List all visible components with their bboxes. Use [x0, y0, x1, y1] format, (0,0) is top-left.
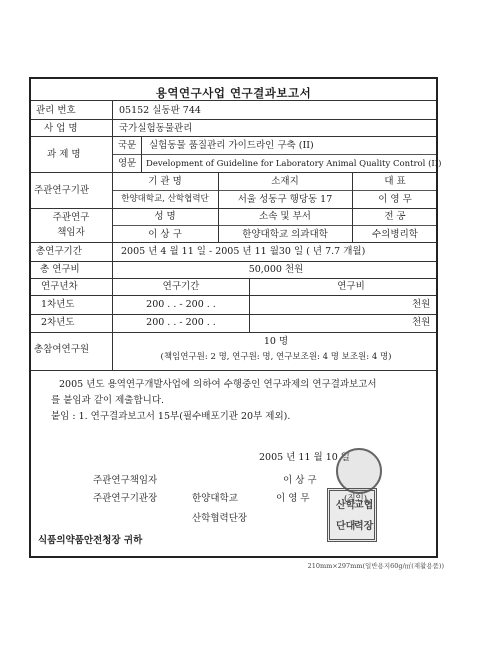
- mgmt-value: 05152 실동판 744: [119, 105, 201, 116]
- period-label: 총연구기간: [36, 246, 82, 257]
- rule: [141, 136, 142, 172]
- org-signer-label: 주관연구기관장: [93, 493, 158, 504]
- stamp-glyph: 교협: [354, 500, 374, 511]
- rule: [249, 278, 250, 332]
- year-period-header: 연구기간: [162, 281, 200, 292]
- rule: [218, 172, 219, 242]
- report-form: [29, 77, 442, 558]
- pi-name-header: 성 명: [154, 211, 176, 222]
- rule: [31, 332, 436, 333]
- stamp-glyph: 력장: [354, 521, 374, 532]
- rule: [352, 172, 353, 242]
- stamp-glyph: 단대: [336, 521, 356, 532]
- rule: [31, 100, 436, 101]
- rule: [31, 295, 436, 296]
- rule: [31, 119, 436, 120]
- cost-label: 총 연구비: [40, 264, 80, 275]
- project-label: 과 제 명: [47, 149, 81, 160]
- year2-period: 200 . . - 200 . .: [146, 317, 216, 328]
- form-title: 용역연구사업 연구결과보고서: [155, 86, 312, 100]
- rule: [31, 314, 436, 315]
- org-signer-name: 한양대학교: [192, 493, 238, 504]
- rule: [31, 370, 436, 371]
- project-kor-tag: 국문: [118, 140, 137, 151]
- rule: [31, 172, 436, 173]
- square-seal-stamp: [327, 488, 377, 542]
- pi-major-header: 전 공: [384, 211, 406, 222]
- org-rep: 이 영 무: [378, 194, 412, 205]
- year1-label: 1차년도: [41, 299, 75, 310]
- mgmt-label: 관리 번호: [36, 105, 76, 116]
- org-signer-person: 이 영 무: [276, 493, 310, 504]
- year2-unit: 천원: [412, 317, 431, 328]
- report-date: 2005 년 11 월 10 일: [259, 452, 350, 463]
- pi-signer-name: 이 상 구: [283, 475, 317, 486]
- pi-dept: 한양대학교 의과대학: [242, 229, 328, 240]
- rule: [112, 154, 436, 155]
- pi-name: 이 상 구: [148, 229, 182, 240]
- rule: [31, 208, 436, 209]
- seal-mark: (직인): [344, 494, 368, 504]
- rule: [31, 278, 436, 279]
- period-value: 2005 년 4 월 11 일 - 2005 년 11 월30 일 ( 년 7.7 개월): [121, 246, 366, 257]
- org-loc: 서울 성동구 행당동 17: [237, 194, 333, 205]
- rule: [112, 190, 436, 191]
- pi-label-line2: 책임자: [57, 227, 85, 238]
- stamp-glyph: 산학: [336, 500, 356, 511]
- rule: [112, 225, 436, 226]
- pi-dept-header: 소속 및 부서: [259, 211, 311, 222]
- org-label: 주관연구기관: [34, 185, 90, 196]
- rule: [31, 242, 436, 243]
- org-loc-header: 소재지: [271, 176, 299, 187]
- business-value: 국가실험동물관리: [119, 123, 193, 134]
- year-cost-header: 연구비: [337, 281, 365, 292]
- project-kor: 실험동물 품질관리 가이드라인 구축 (II): [149, 140, 314, 151]
- staff-label: 총참여연구원: [34, 344, 90, 355]
- attachment-note: 붙임 : 1. 연구결과보고서 15부(필수배포기관 20부 제외).: [51, 411, 291, 422]
- staff-count: 10 명: [263, 336, 289, 347]
- project-eng: Development of Guideline for Laboratory Animal Quality Control (II): [146, 159, 442, 169]
- org-name-header: 기 관 명: [148, 176, 182, 187]
- project-eng-tag: 영문: [118, 158, 137, 169]
- org-rep-header: 대 표: [384, 176, 406, 187]
- rule: [31, 261, 436, 262]
- pi-label-line1: 주관연구: [52, 212, 90, 223]
- year-header: 연구년차: [41, 281, 78, 292]
- paper-spec-footer: 210mm×297mm(일반용지60g/㎡(재활용품)): [307, 562, 444, 570]
- rule: [31, 136, 436, 137]
- year1-unit: 천원: [412, 299, 431, 310]
- staff-detail: (책임연구원: 2 명, 연구원: 명, 연구보조원: 4 명 보조원: 4 명): [160, 352, 392, 362]
- business-label: 사 업 명: [44, 123, 78, 134]
- body-line1: 2005 년도 용역연구개발사업에 의하여 수행중인 연구과제의 연구결과보고서: [59, 379, 377, 390]
- recipient: 식품의약품안전청장 귀하: [38, 535, 143, 546]
- cost-value: 50,000 천원: [248, 264, 304, 275]
- rule: [112, 100, 113, 370]
- org-name: 한양대학교, 산학협력단: [121, 194, 209, 204]
- pi-signer-label: 주관연구책임자: [93, 475, 158, 486]
- pi-major: 수의병리학: [372, 229, 418, 240]
- year1-period: 200 . . - 200 . .: [146, 299, 216, 310]
- coop-title: 산학협력단장: [192, 513, 248, 524]
- body-line2: 를 붙임과 같이 제출합니다.: [51, 395, 165, 406]
- year2-label: 2차년도: [41, 317, 75, 328]
